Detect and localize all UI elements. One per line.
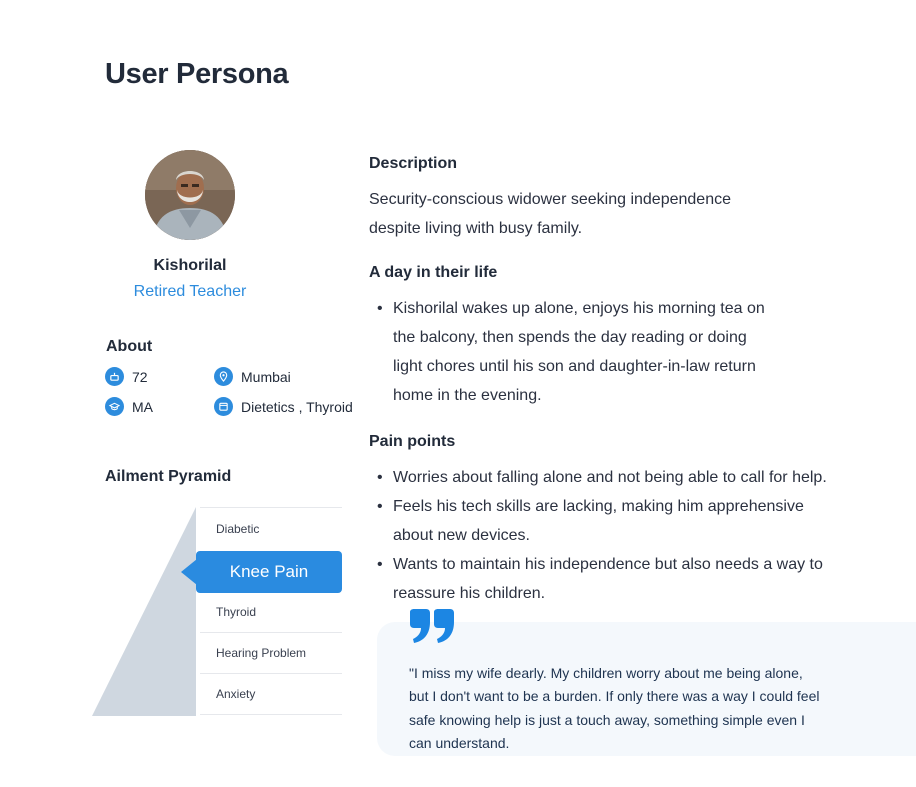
ailment-item-hearing: Hearing Problem — [200, 633, 342, 673]
day-line: the balcony, then spends the day reading or doing — [393, 329, 747, 346]
bullet-dot: • — [377, 300, 383, 317]
quote-line: can understand. — [409, 734, 510, 751]
day-line: Kishorilal wakes up alone, enjoys his morning tea on — [393, 300, 765, 317]
persona-role: Retired Teacher — [133, 283, 247, 300]
pain-point — [377, 550, 897, 608]
pain-line: Worries about falling alone and not being able to call for help. — [393, 469, 827, 486]
quote-line: "I miss my wife dearly. My children worry about me being alone, — [409, 665, 803, 681]
quote-line: safe knowing help is just a touch away, something simple even I — [409, 711, 805, 728]
calendar-icon — [214, 397, 233, 416]
ailment-divider — [200, 714, 342, 715]
description-heading: Description — [369, 155, 458, 172]
cake-icon — [105, 367, 124, 386]
about-education — [105, 397, 153, 416]
day-line: home in the evening. — [393, 387, 542, 404]
about-age — [105, 367, 148, 386]
quote-icon — [408, 608, 458, 644]
pain-text — [393, 492, 903, 550]
pain-line: reassure his children. — [393, 585, 546, 602]
ailment-item-anxiety: Anxiety — [200, 674, 342, 714]
ailment-item-thyroid: Thyroid — [200, 593, 342, 631]
graduation-cap-icon — [105, 397, 124, 416]
ailment-heading: Ailment Pyramid — [105, 468, 232, 485]
persona-name: Kishorilal — [153, 257, 227, 274]
bullet-dot: • — [377, 498, 383, 515]
bullet-dot: • — [377, 469, 383, 486]
description-text — [369, 185, 809, 243]
day-line: light chores until his son and daughter-in-law return — [393, 358, 756, 375]
avatar — [145, 150, 235, 240]
quote-text — [409, 662, 879, 755]
pain-line: about new devices. — [393, 527, 530, 544]
description-line: Security-conscious widower seeking independence — [369, 191, 731, 208]
location-pin-icon — [214, 367, 233, 386]
ailment-item-diabetic: Diabetic — [200, 508, 342, 549]
page-title: User Persona — [105, 58, 289, 90]
day-text — [393, 294, 833, 410]
ailment-item-active[interactable]: Knee Pain — [196, 551, 342, 593]
about-education-value: MA — [132, 398, 153, 415]
pain-line: Feels his tech skills are lacking, making him apprehensive — [393, 498, 804, 515]
description-line: despite living with busy family. — [369, 220, 583, 237]
about-age-value: 72 — [132, 368, 148, 385]
about-conditions — [214, 397, 353, 416]
avatar-photo — [145, 150, 235, 240]
day-heading: A day in their life — [369, 264, 498, 281]
about-location — [214, 367, 291, 386]
active-pointer-icon — [181, 559, 197, 585]
pain-point — [377, 492, 897, 550]
pain-point — [377, 463, 897, 492]
about-conditions-value: Dietetics , Thyroid — [241, 398, 353, 415]
pain-heading: Pain points — [369, 433, 456, 450]
quote-line: but I don't want to be a burden. If only there was a way I could feel — [409, 688, 820, 705]
ailment-pyramid-shape — [92, 507, 202, 717]
about-heading: About — [106, 338, 153, 355]
day-bullet — [377, 294, 837, 414]
pain-line: Wants to maintain his independence but also needs a way to — [393, 556, 823, 573]
bullet-dot: • — [377, 556, 383, 573]
pain-text — [393, 550, 903, 608]
pain-text — [393, 463, 903, 492]
about-location-value: Mumbai — [241, 368, 291, 385]
